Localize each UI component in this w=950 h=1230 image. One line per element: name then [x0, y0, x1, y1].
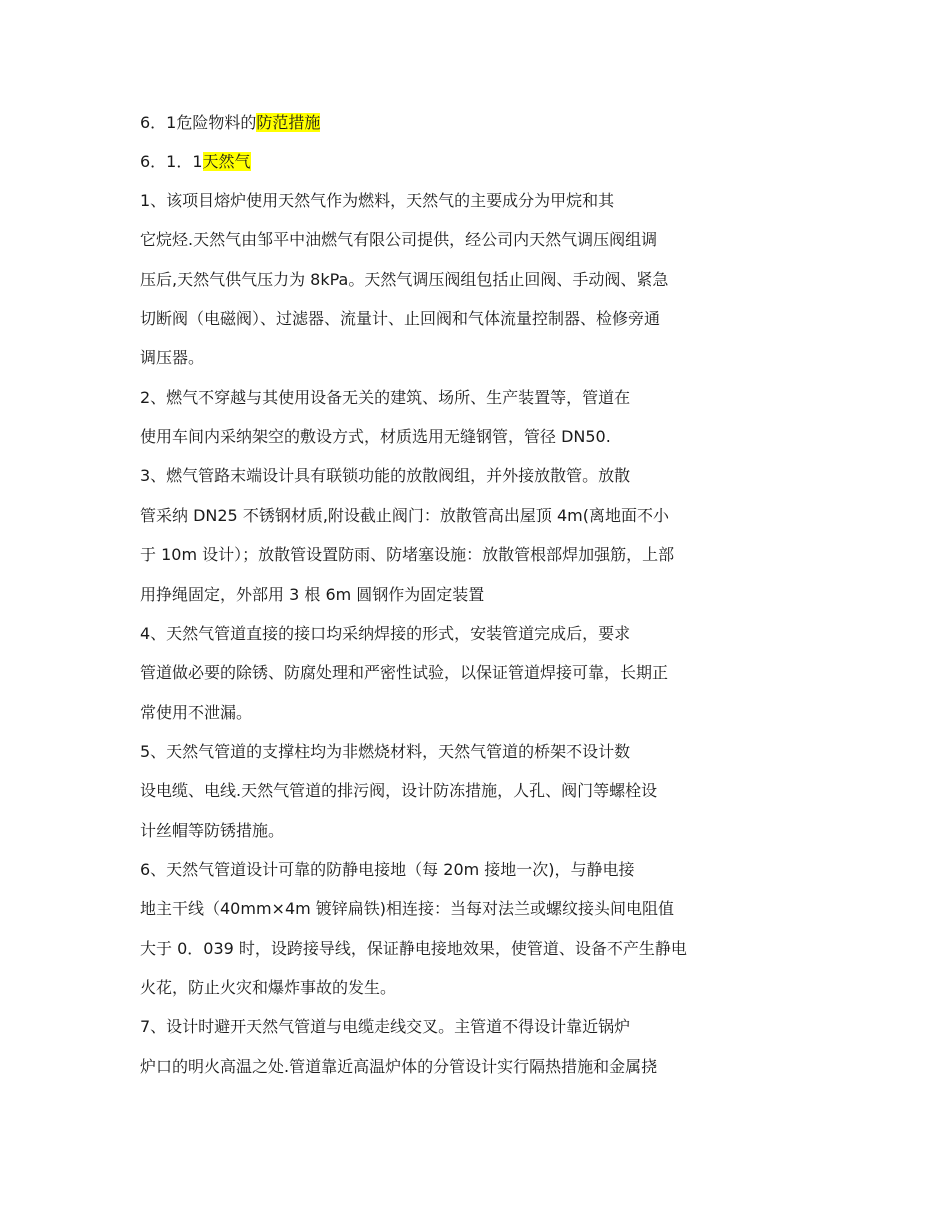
paragraph-line: 6、天然气管道设计可靠的防静电接地（每 20m 接地一次)，与静电接: [140, 860, 635, 879]
paragraph-line: 5、天然气管道的支撑柱均为非燃烧材料，天然气管道的桥架不设计数: [140, 742, 631, 761]
paragraph-line: 4、天然气管道直接的接口均采纳焊接的形式，安装管道完成后，要求: [140, 624, 631, 643]
paragraph-line: 管采纳 DN25 不锈钢材质,附设截止阀门：放散管高出屋顶 4m(离地面不小: [140, 506, 670, 525]
section-heading-prefix: 6．1危险物料的: [140, 113, 257, 132]
paragraph-line: 调压器。: [140, 348, 205, 367]
paragraph-line: 常使用不泄漏。: [140, 703, 253, 722]
paragraph-line: 用挣绳固定，外部用 3 根 6m 圆钢作为固定装置: [140, 585, 485, 604]
paragraph-line: 地主干线（40mm×4m 镀锌扁铁)相连接：当每对法兰或螺纹接头间电阻值: [140, 899, 675, 918]
paragraph-line: 火花，防止火灾和爆炸事故的发生。: [140, 978, 397, 997]
paragraph-line: 计丝帽等防锈措施。: [140, 821, 285, 840]
paragraph-line: 切断阀（电磁阀）、过滤器、流量计、止回阀和气体流量控制器、检修旁通: [140, 309, 661, 328]
paragraph-line: 设电缆、电线.天然气管道的排污阀，设计防冻措施，人孔、阀门等螺栓设: [140, 781, 658, 800]
paragraph-line: 压后,天然气供气压力为 8kPa。天然气调压阀组包括止回阀、手动阀、紧急: [140, 270, 669, 289]
subsection-heading: [140, 151, 251, 173]
paragraph-line: 于 10m 设计）；放散管设置防雨、防堵塞设施：放散管根部焊加强筋，上部: [140, 545, 675, 564]
section-heading-highlight: 防范措施: [256, 113, 321, 132]
paragraph-line: 管道做必要的除锈、防腐处理和严密性试验，以保证管道焊接可靠，长期正: [140, 663, 669, 682]
subsection-heading-highlight: 天然气: [202, 152, 251, 171]
paragraph-line: 它烷烃.天然气由邹平中油燃气有限公司提供，经公司内天然气调压阀组调: [140, 230, 658, 249]
paragraph-line: 1、该项目熔炉使用天然气作为燃料，天然气的主要成分为甲烷和其: [140, 191, 615, 210]
paragraph-line: 炉口的明火高温之处.管道靠近高温炉体的分管设计实行隔热措施和金属挠: [140, 1057, 658, 1076]
subsection-heading-prefix: 6．1．1: [140, 152, 203, 171]
paragraph-line: 使用车间内采纳架空的敷设方式，材质选用无缝钢管，管径 DN50.: [140, 427, 611, 446]
paragraph-line: 7、设计时避开天然气管道与电缆走线交叉。主管道不得设计靠近锅炉: [140, 1017, 631, 1036]
paragraph-line: 3、燃气管路末端设计具有联锁功能的放散阀组，并外接放散管。放散: [140, 466, 631, 485]
section-heading: [140, 112, 320, 134]
paragraph-line: 2、燃气不穿越与其使用设备无关的建筑、场所、生产装置等，管道在: [140, 388, 631, 407]
paragraph-line: 大于 0．039 时，设跨接导线，保证静电接地效果，使管道、设备不产生静电: [140, 939, 687, 958]
